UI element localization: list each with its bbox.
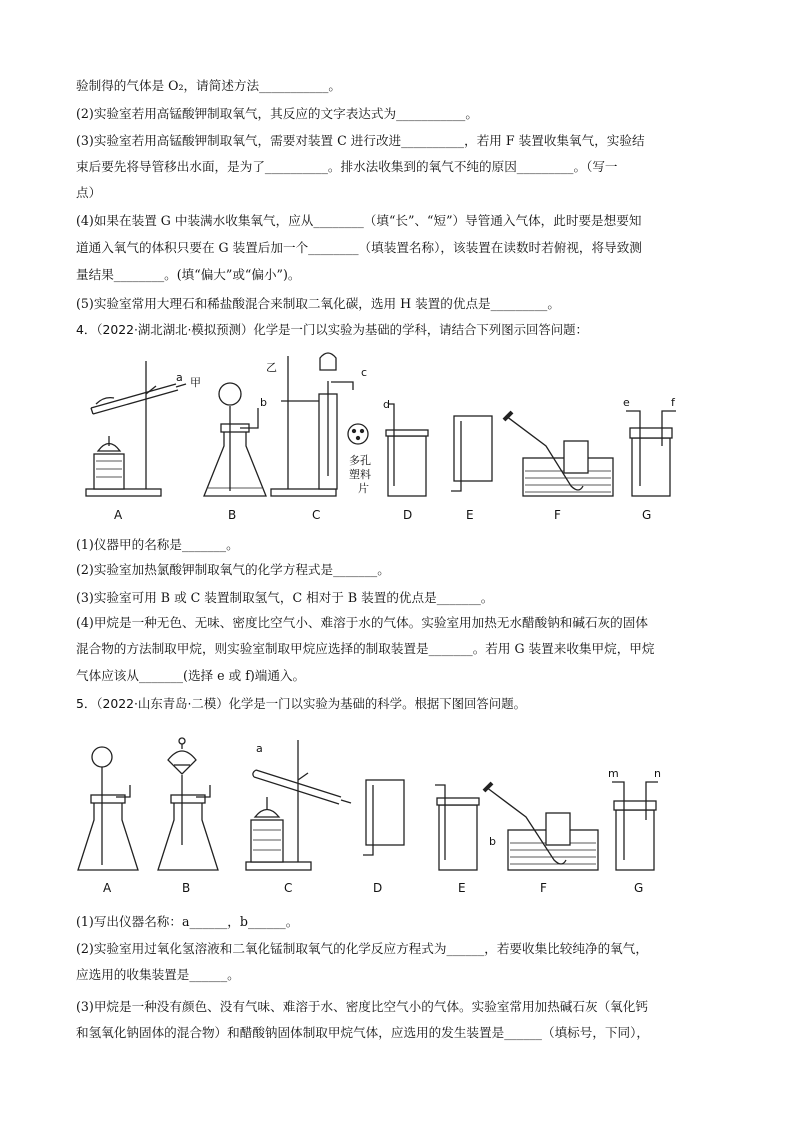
q4-subquestion-2: (2)实验室加热氯酸钾制取氧气的化学方程式是_______。 [76, 562, 390, 577]
q5-label-b: b [489, 835, 496, 848]
q3-subquestion-4: (4)如果在装置 G 中装满水收集氧气，应从________（填“长”、“短”）导管通入气体，此时要是想要知 [76, 213, 642, 228]
q5-label-A: A [103, 881, 112, 895]
q4-subquestion-3: (3)实验室可用 B 或 C 装置制取氢气，C 相对于 B 装置的优点是_______。 [76, 590, 494, 605]
q5-apparatus-figure [76, 735, 726, 905]
q5-label-E: E [458, 881, 466, 895]
q5-subquestion-1: (1)写出仪器名称：a______，b______。 [76, 914, 299, 929]
q5-apparatus-a [78, 747, 138, 870]
q3-subquestion-2: (2)实验室若用高锰酸钾制取氧气，其反应的文字表达式为___________。 [76, 106, 478, 121]
q3-subquestion-4-end: 量结果________。(填“偏大”或“偏小”)。 [76, 267, 301, 282]
q4-apparatus-g [626, 411, 676, 496]
q5-label-G: G [634, 881, 644, 895]
q4-label-C: C [312, 508, 321, 522]
q4-subquestion-4-end: 气体应该从_______(选择 e 或 f)端通入。 [76, 668, 306, 683]
q5-apparatus-g [612, 782, 658, 870]
q4-label-porous-1: 多孔 [349, 454, 371, 467]
q4-label-c: c [361, 366, 368, 379]
q5-label-B: B [182, 881, 191, 895]
q4-label-a: a [176, 371, 183, 384]
q3-subquestion-3-cont: 束后要先将导管移出水面，是为了__________。排水法收集到的氧气不纯的原因_________。（写一 [76, 159, 618, 174]
q5-subquestion-2: (2)实验室用过氧化氢溶液和二氧化锰制取氧气的化学反应方程式为______，若要收集比较纯净的氧气， [76, 941, 648, 956]
q4-heading: 4．（2022·湖北湖北·模拟预测）化学是一门以实验为基础的学科，请结合下列图示回答问题： [76, 322, 588, 337]
q4-label-yi: 乙 [266, 361, 277, 374]
q5-label-D: D [373, 881, 383, 895]
q4-label-E: E [466, 508, 474, 522]
q4-apparatus-figure [76, 346, 726, 526]
q5-label-m: m [608, 767, 619, 780]
q5-apparatus-c [246, 740, 351, 870]
q4-label-f: f [671, 396, 675, 409]
q5-subquestion-3-cont: 和氢氧化钠固体的混合物）和醋酸钠固体制取甲烷气体，应选用的发生装置是______（填标号，下同）， [76, 1025, 650, 1040]
q5-apparatus-f [484, 783, 598, 870]
q5-label-a: a [256, 742, 263, 755]
q5-label-F: F [540, 881, 547, 895]
q5-subquestion-2-cont: 应选用的收集装置是______。 [76, 967, 240, 982]
q4-label-F: F [554, 508, 561, 522]
q3-subquestion-3: (3)实验室若用高锰酸钾制取氧气，需要对装置 C 进行改进__________，若用 F 装置收集氧气，实验结 [76, 133, 645, 148]
q5-apparatus-b [158, 738, 218, 870]
q4-label-G: G [642, 508, 652, 522]
q5-apparatus-d [363, 780, 404, 855]
q3-subquestion-4-cont: 道通入氧气的体积只要在 G 装置后加一个________（填装置名称），该装置在读数时若俯视，将导致测 [76, 240, 642, 255]
q3-subquestion-3-end: 点） [76, 185, 102, 200]
q4-label-e: e [623, 396, 630, 409]
q4-subquestion-4: (4)甲烷是一种无色、无味、密度比空气小、难溶于水的气体。实验室用加热无水醋酸钠和碱石灰的固体 [76, 615, 648, 630]
q5-apparatus-e [435, 785, 479, 870]
q4-apparatus-f [504, 412, 613, 496]
q4-apparatus-e [451, 416, 492, 491]
q4-subquestion-1: (1)仪器甲的名称是_______。 [76, 537, 239, 552]
q5-label-n: n [654, 767, 661, 780]
q3-subquestion-5: (5)实验室常用大理石和稀盐酸混合来制取二氧化碳，选用 H 装置的优点是_________。 [76, 296, 560, 311]
q4-label-b: b [260, 396, 267, 409]
q4-label-B: B [228, 508, 237, 522]
q4-apparatus-d [386, 404, 428, 496]
q4-apparatus-a [86, 361, 186, 496]
q3-text-line-1: 验制得的气体是 O₂，请简述方法___________。 [76, 78, 341, 93]
q4-label-D: D [403, 508, 413, 522]
q4-label-d: d [383, 398, 390, 411]
q5-subquestion-3: (3)甲烷是一种没有颜色、没有气味、难溶于水、密度比空气小的气体。实验室常用加热碱石灰（氧化钙 [76, 999, 648, 1014]
q4-apparatus-b [204, 383, 266, 496]
q4-label-jia: 甲 [190, 376, 201, 389]
q5-label-C: C [284, 881, 293, 895]
q4-subquestion-4-cont: 混合物的方法制取甲烷，则实验室制取甲烷应选择的制取装置是_______。若用 G 装置来收集甲烷，甲烷 [76, 641, 655, 656]
q4-label-porous-2: 塑料 [349, 468, 371, 481]
q4-label-porous-3: 片 [358, 482, 369, 495]
q4-label-A: A [114, 508, 123, 522]
q5-heading: 5．（2022·山东青岛·二模）化学是一门以实验为基础的科学。根据下图回答问题。 [76, 696, 526, 711]
